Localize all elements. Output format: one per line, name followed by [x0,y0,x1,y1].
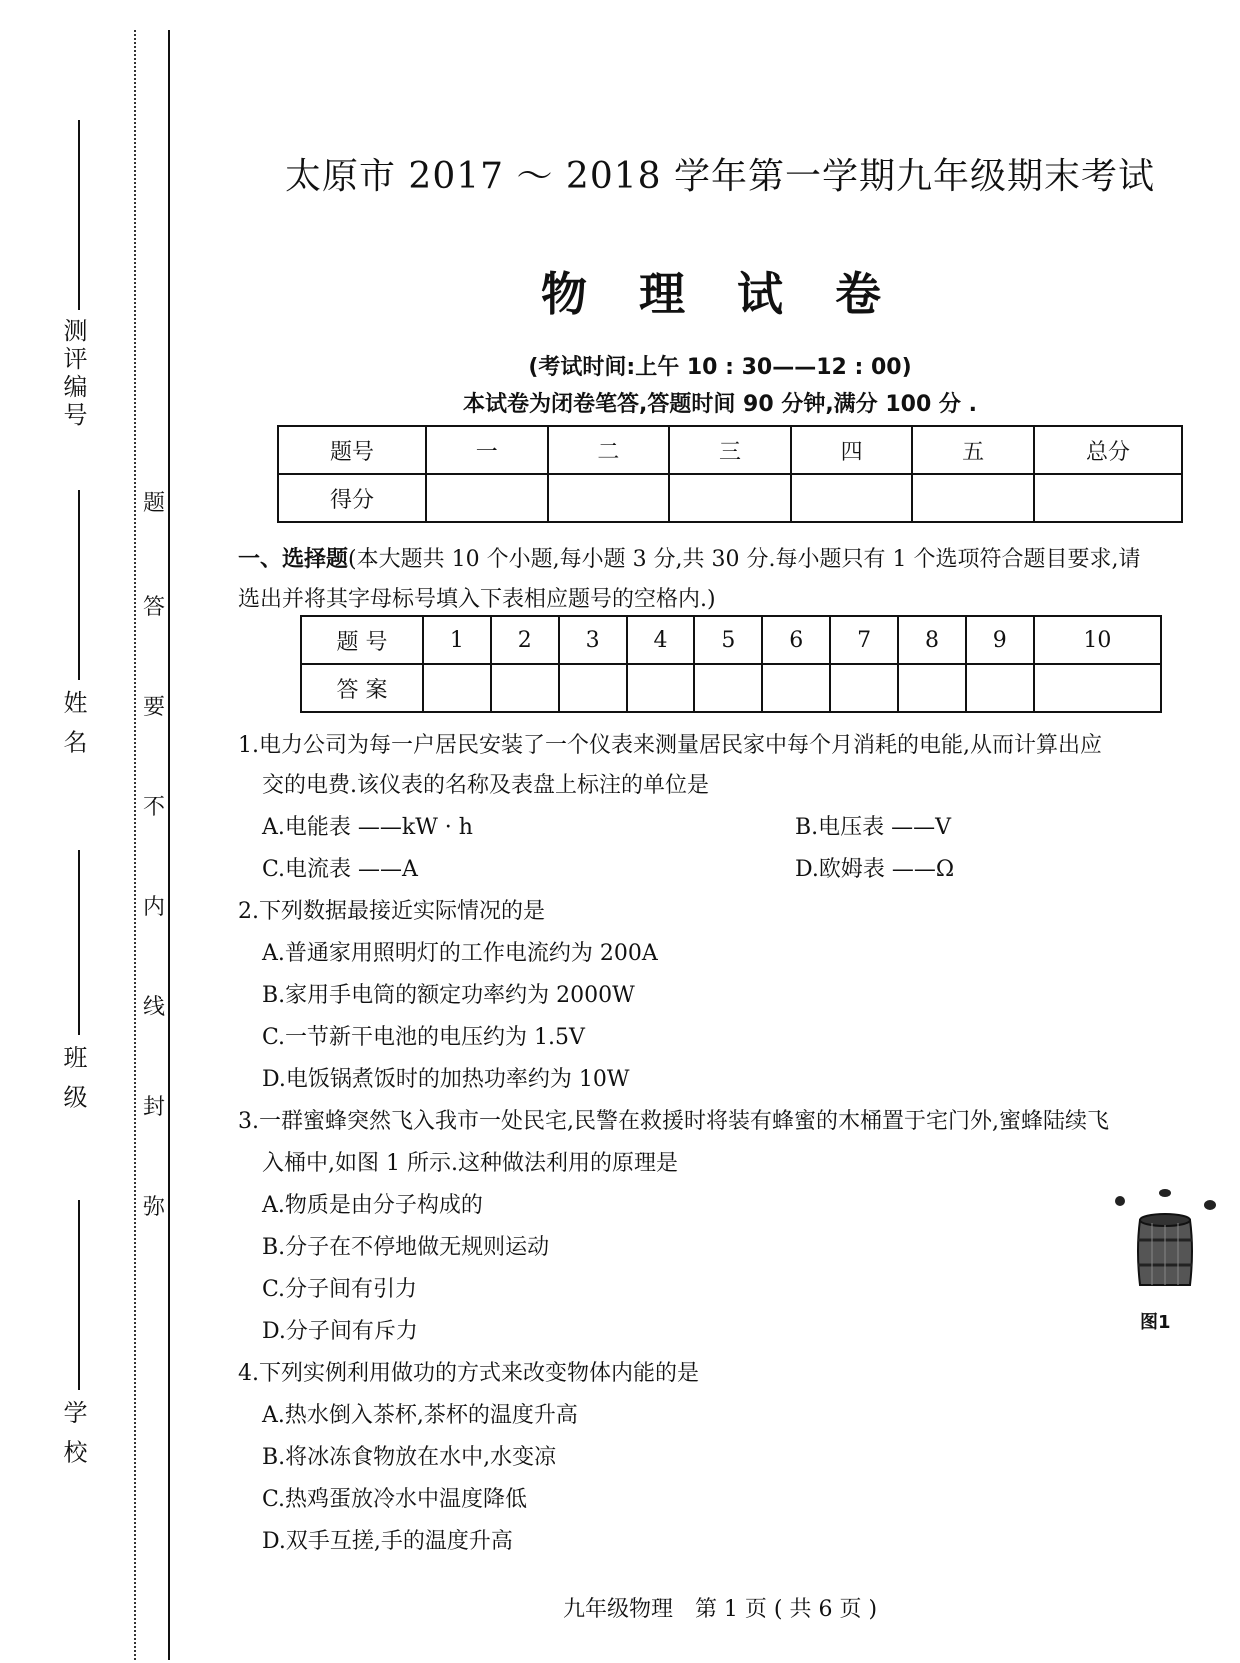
exam-subtitle: 物 理 试 卷 [540,267,900,321]
answer-cell[interactable] [694,664,762,712]
field-line-class [78,850,80,1035]
question-3-option-d: D.分子间有斥力 [262,1319,418,1344]
score-cell[interactable] [669,474,791,522]
answer-number: 9 [966,616,1034,664]
question-4-option-b: B.将冰冻食物放在水中,水变凉 [262,1445,557,1470]
question-3-stem-line2: 入桶中,如图 1 所示.这种做法利用的原理是 [262,1151,678,1176]
score-header-cell: 总分 [1034,426,1182,474]
field-label-name: 姓 名 [59,690,87,758]
answer-number: 6 [762,616,830,664]
question-2-stem: 2.下列数据最接近实际情况的是 [238,899,545,924]
score-table-header-row [278,426,1182,474]
answer-cell[interactable] [423,664,491,712]
score-table-row [278,474,1182,522]
score-cell[interactable] [1034,474,1182,522]
seal-char: 线 [143,995,166,1020]
question-1-stem-line2: 交的电费.该仪表的名称及表盘上标注的单位是 [262,773,709,798]
seal-char: 弥 [143,1195,166,1220]
field-line-name [78,490,80,680]
field-line-id [78,120,80,310]
answer-cell[interactable] [898,664,966,712]
question-3-option-b: B.分子在不停地做无规则运动 [262,1235,550,1260]
question-1-option-a: A.电能表 ——kW · h [262,815,473,840]
field-label-id: 测评编号 [59,318,87,430]
section-1-heading [238,540,1228,620]
answer-number: 7 [830,616,898,664]
figure-1-label: 图1 [1140,1312,1171,1333]
figure-1-barrel-bees [1110,1185,1220,1315]
score-header-cell: 题号 [278,426,426,474]
question-4-option-a: A.热水倒入茶杯,茶杯的温度升高 [262,1403,578,1428]
question-2-option-a: A.普通家用照明灯的工作电流约为 200A [262,941,658,966]
exam-time: (考试时间:上午 10 : 30——12 : 00) [528,355,912,380]
page-footer: 九年级物理 第 1 页 ( 共 6 页 ) [562,1597,878,1622]
seal-char: 要 [143,695,166,720]
answer-number: 3 [559,616,627,664]
question-3-stem-line1: 3.一群蜜蜂突然飞入我市一处民宅,民警在救援时将装有蜂蜜的木桶置于宅门外,蜜蜂陆续飞 [238,1109,1109,1134]
seal-char: 封 [143,1095,166,1120]
answer-cell[interactable] [1034,664,1161,712]
question-4-option-d: D.双手互搓,手的温度升高 [262,1529,513,1554]
answer-cell[interactable] [966,664,1034,712]
score-header-cell: 二 [548,426,670,474]
question-2-option-c: C.一节新干电池的电压约为 1.5V [262,1025,585,1050]
score-cell[interactable] [426,474,548,522]
seal-char: 题 [143,491,166,516]
answer-number: 2 [491,616,559,664]
exam-title: 太原市 2017 ～ 2018 学年第一学期九年级期末考试 [284,156,1155,197]
answer-number: 4 [627,616,695,664]
question-2-option-b: B.家用手电筒的额定功率约为 2000W [262,983,635,1008]
barrel-top [1140,1214,1190,1226]
answer-header-label: 题 号 [301,616,423,664]
answer-cell[interactable] [830,664,898,712]
answer-number: 8 [898,616,966,664]
question-1-option-d: D.欧姆表 ——Ω [795,857,955,882]
question-1-option-b: B.电压表 ——V [795,815,952,840]
exam-note: 本试卷为闭卷笔答,答题时间 90 分钟,满分 100 分 . [463,392,977,417]
score-header-cell: 一 [426,426,548,474]
field-label-school: 学 校 [59,1400,87,1468]
answer-number: 5 [694,616,762,664]
field-label-class: 班 级 [59,1045,87,1113]
answer-table [300,615,1162,713]
question-4-stem: 4.下列实例利用做功的方式来改变物体内能的是 [238,1361,699,1386]
question-1-stem-line1: 1.电力公司为每一户居民安装了一个仪表来测量居民家中每个月消耗的电能,从而计算出应 [238,733,1102,758]
score-cell[interactable] [791,474,913,522]
answer-cell[interactable] [491,664,559,712]
answer-cell[interactable] [627,664,695,712]
section-1-desc-line1: (本大题共 10 个小题,每小题 3 分,共 30 分.每小题只有 1 个选项符合题目要求,请 [348,547,1141,572]
question-2-option-d: D.电饭锅煮饭时的加热功率约为 10W [262,1067,630,1092]
answer-table-row [301,664,1161,712]
answer-number: 1 [423,616,491,664]
seal-char: 内 [143,895,166,920]
score-table [277,425,1183,523]
score-cell[interactable] [548,474,670,522]
question-4-option-c: C.热鸡蛋放冷水中温度降低 [262,1487,528,1512]
score-header-cell: 五 [912,426,1034,474]
score-cell[interactable] [912,474,1034,522]
seal-dotted-line [134,30,136,1660]
score-header-cell: 三 [669,426,791,474]
answer-table-header-row [301,616,1161,664]
bee-mark [1204,1200,1216,1210]
answer-row-label: 答 案 [301,664,423,712]
answer-number: 10 [1034,616,1161,664]
question-3-option-c: C.分子间有引力 [262,1277,418,1302]
bee-mark [1115,1196,1125,1206]
answer-cell[interactable] [559,664,627,712]
seal-char: 不 [143,795,166,820]
seal-char: 答 [143,595,166,620]
binding-line [168,30,170,1660]
section-1-desc-line2: 选出并将其字母标号填入下表相应题号的空格内.) [238,587,716,612]
bee-mark [1159,1189,1171,1197]
question-3-option-a: A.物质是由分子构成的 [262,1193,483,1218]
score-header-cell: 四 [791,426,913,474]
answer-cell[interactable] [762,664,830,712]
score-row-label: 得分 [278,474,426,522]
question-1-option-c: C.电流表 ——A [262,857,418,882]
section-1-title: 一、选择题 [238,547,349,572]
field-line-school [78,1200,80,1390]
